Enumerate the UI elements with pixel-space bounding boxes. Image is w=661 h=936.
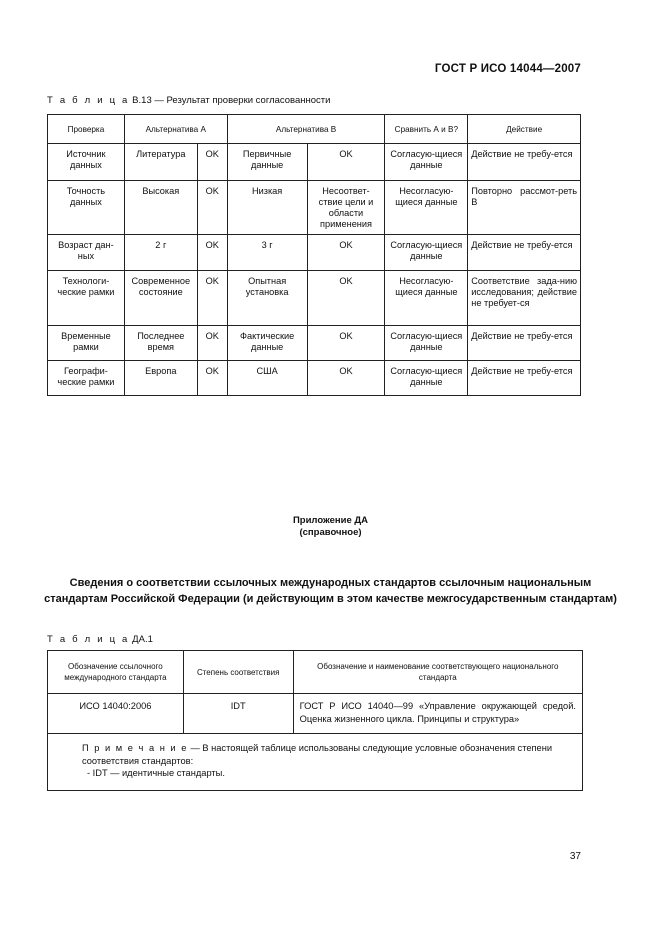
- table-row: [48, 235, 581, 271]
- col-header-national-standard: Обозначение и наименование соответствующего национального стандарта: [293, 651, 582, 694]
- cell-check: Технологи-ческие рамки: [48, 271, 125, 326]
- caption-text: ДА.1: [129, 634, 153, 645]
- table-row: [48, 694, 583, 734]
- table-row: [48, 271, 581, 326]
- cell-alt-b: Первичные данные: [227, 144, 307, 181]
- cell-alt-a-status: OK: [197, 144, 227, 181]
- cell-compare: Согласую-щиеся данные: [385, 326, 468, 361]
- table-header-row: [48, 115, 581, 144]
- col-header-alt-a: Альтернатива А: [124, 115, 227, 144]
- cell-alt-a: Современное состояние: [124, 271, 197, 326]
- note-prefix: П р и м е ч а н и е: [82, 743, 188, 753]
- appendix-type: (справочное): [299, 527, 362, 538]
- table-note: [48, 734, 583, 791]
- cell-alt-a-status: OK: [197, 235, 227, 271]
- page-number: 37: [569, 851, 581, 862]
- caption-prefix: Т а б л и ц а: [47, 95, 130, 106]
- note-body: — В настоящей таблице использованы следующие условные обозначения степени соответствия стандартов:: [82, 743, 553, 766]
- cell-alt-a: Европа: [124, 361, 197, 396]
- cell-national-standard: ГОСТ Р ИСО 14040—99 «Управление окружающей средой. Оценка жизненного цикла. Принципы и структура»: [293, 694, 582, 734]
- table-row: [48, 181, 581, 235]
- table-note-row: [48, 734, 583, 791]
- cell-check: Временные рамки: [48, 326, 125, 361]
- cell-alt-b-status: OK: [307, 144, 385, 181]
- col-header-check: Проверка: [48, 115, 125, 144]
- cell-compare: Согласую-щиеся данные: [385, 361, 468, 396]
- caption-prefix: Т а б л и ц а: [47, 634, 130, 645]
- cell-action: Действие не требу-ется: [468, 144, 581, 181]
- cell-alt-a: Литература: [124, 144, 197, 181]
- cell-alt-b: США: [227, 361, 307, 396]
- cell-action: Действие не требу-ется: [468, 361, 581, 396]
- cell-check: Источник данных: [48, 144, 125, 181]
- appendix-label: Приложение ДА: [292, 515, 369, 526]
- cell-alt-b-status: OK: [307, 326, 385, 361]
- cell-compare: Согласую-щиеся данные: [385, 144, 468, 181]
- cell-alt-a-status: OK: [197, 361, 227, 396]
- col-header-compare: Сравнить А и В?: [385, 115, 468, 144]
- cell-compare: Несогласую-щиеся данные: [385, 271, 468, 326]
- cell-compare: Несогласую-щиеся данные: [385, 181, 468, 235]
- table-row: [48, 144, 581, 181]
- cell-action: Действие не требу-ется: [468, 235, 581, 271]
- cell-alt-b-status: OK: [307, 271, 385, 326]
- table-row: [48, 326, 581, 361]
- col-header-alt-b: Альтернатива В: [227, 115, 385, 144]
- cell-check: Возраст дан-ных: [48, 235, 125, 271]
- note-text: [82, 742, 576, 767]
- cell-alt-b: Низкая: [227, 181, 307, 235]
- cell-alt-b-status: Несоответ-ствие цели и области применения: [307, 181, 385, 235]
- appendix-heading: [0, 515, 661, 539]
- table-header-row: [48, 651, 583, 694]
- cell-alt-b-status: OK: [307, 361, 385, 396]
- cell-check: Точность данных: [48, 181, 125, 235]
- cell-alt-b: Фактические данные: [227, 326, 307, 361]
- cell-alt-b-status: OK: [307, 235, 385, 271]
- consistency-check-table: [47, 114, 581, 396]
- cell-action: Действие не требу-ется: [468, 326, 581, 361]
- table-da1-caption: [47, 634, 153, 645]
- caption-text: В.13 — Результат проверки согласованности: [129, 95, 331, 106]
- appendix-title: Сведения о соответствии ссылочных международных стандартов ссылочным национальным стандартам Российской Федерации (и действующим в этом качестве межгосударственным стандартам): [44, 577, 617, 605]
- cell-check: Географи-ческие рамки: [48, 361, 125, 396]
- table-b13-caption: [47, 95, 330, 106]
- cell-alt-a: Последнее время: [124, 326, 197, 361]
- cell-alt-b: Опытная установка: [227, 271, 307, 326]
- cell-action: Повторно рассмот-реть В: [468, 181, 581, 235]
- cell-alt-b: 3 г: [227, 235, 307, 271]
- cell-alt-a-status: OK: [197, 181, 227, 235]
- col-header-ref-standard: Обозначение ссылочного международного стандарта: [48, 651, 184, 694]
- cell-alt-a-status: OK: [197, 326, 227, 361]
- cell-alt-a-status: OK: [197, 271, 227, 326]
- cell-action: Соответствие зада-нию исследования; действие не требует-ся: [468, 271, 581, 326]
- note-item: - IDT — идентичные стандарты.: [87, 768, 225, 778]
- cell-degree: IDT: [183, 694, 293, 734]
- standards-correspondence-table: [47, 650, 583, 791]
- col-header-action: Действие: [468, 115, 581, 144]
- standard-code-header: ГОСТ Р ИСО 14044—2007: [434, 63, 581, 75]
- cell-ref-standard: ИСО 14040:2006: [48, 694, 184, 734]
- cell-alt-a: 2 г: [124, 235, 197, 271]
- table-row: [48, 361, 581, 396]
- col-header-degree: Степень соответствия: [183, 651, 293, 694]
- cell-compare: Согласую-щиеся данные: [385, 235, 468, 271]
- cell-alt-a: Высокая: [124, 181, 197, 235]
